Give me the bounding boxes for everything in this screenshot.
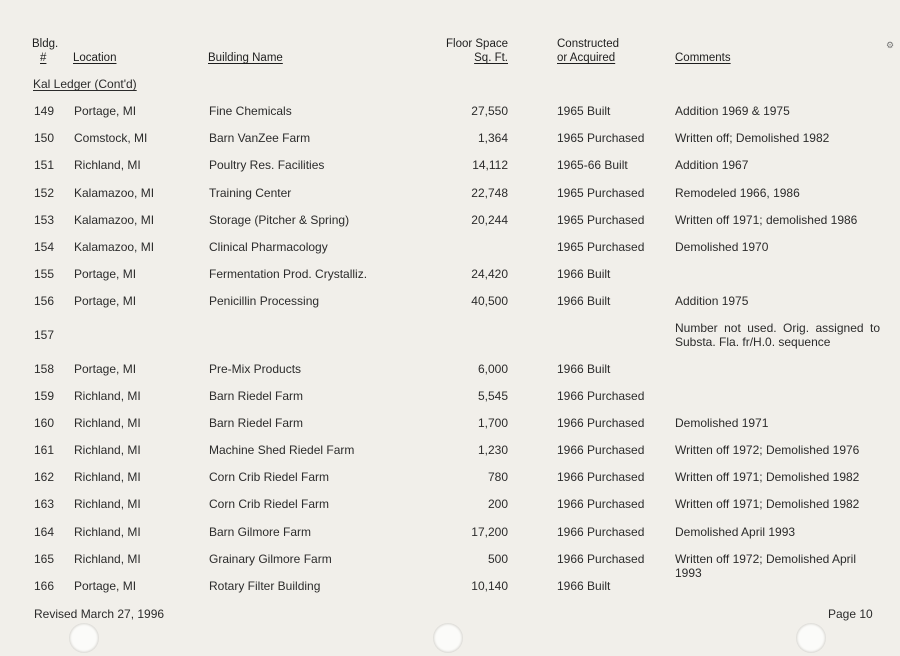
row-building-name: Barn Gilmore Farm [209, 525, 312, 539]
row-building-name: Pre-Mix Products [209, 362, 302, 376]
row-constructed: 1965 Purchased [557, 240, 645, 254]
row-building-name: Barn VanZee Farm [209, 131, 311, 145]
column-header-floor-space [400, 37, 508, 65]
row-comments: Written off 1971; demolished 1986 [675, 213, 858, 227]
row-constructed: 1965 Built [557, 104, 611, 118]
row-constructed: 1966 Built [557, 294, 611, 308]
row-constructed: 1965 Purchased [557, 186, 645, 200]
header-constructed-line2: or Acquired [557, 52, 616, 64]
row-number: 160 [34, 416, 55, 430]
row-floor-space: 6,000 [477, 362, 508, 376]
row-comments: Written off 1971; Demolished 1982 [675, 470, 860, 484]
row-floor-space: 1,230 [477, 443, 508, 457]
row-constructed: 1966 Built [557, 362, 611, 376]
binder-hole [433, 623, 463, 653]
page-number: Page 10 [828, 607, 873, 621]
row-constructed: 1966 Purchased [557, 552, 645, 566]
row-comments: Written off 1972; Demolished 1976 [675, 443, 860, 457]
header-constructed-line1: Constructed [557, 38, 620, 50]
row-floor-space: 24,420 [471, 267, 508, 281]
row-location: Richland, MI [74, 389, 141, 403]
binder-hole [796, 623, 826, 653]
row-floor-space: 20,244 [471, 213, 508, 227]
table-row [0, 104, 900, 131]
row-constructed: 1965-66 Built [557, 158, 628, 172]
table-row [0, 267, 900, 294]
row-location: Richland, MI [74, 158, 141, 172]
row-building-name: Storage (Pitcher & Spring) [209, 213, 350, 227]
table-row [0, 362, 900, 389]
table-row [0, 416, 900, 443]
row-constructed: 1966 Built [557, 579, 611, 593]
row-constructed: 1965 Purchased [557, 131, 645, 145]
row-constructed: 1966 Purchased [557, 497, 645, 511]
row-floor-space: 10,140 [471, 579, 508, 593]
row-location: Portage, MI [74, 579, 137, 593]
row-building-name: Fine Chemicals [209, 104, 292, 118]
row-location: Richland, MI [74, 497, 141, 511]
header-bldg-line1: Bldg. [32, 38, 59, 50]
row-floor-space: 500 [487, 552, 508, 566]
row-number: 159 [34, 389, 55, 403]
row-location: Richland, MI [74, 416, 141, 430]
row-floor-space: 780 [487, 470, 508, 484]
row-number: 154 [34, 240, 55, 254]
row-constructed: 1965 Purchased [557, 213, 645, 227]
table-row [0, 443, 900, 470]
row-constructed: 1966 Purchased [557, 443, 645, 457]
row-location: Portage, MI [74, 362, 137, 376]
row-building-name: Barn Riedel Farm [209, 389, 304, 403]
section-title: Kal Ledger (Cont'd) [33, 77, 137, 91]
row-location: Kalamazoo, MI [74, 240, 155, 254]
row-constructed: 1966 Purchased [557, 416, 645, 430]
binder-hole [69, 623, 99, 653]
row-comments: Demolished 1971 [675, 416, 769, 430]
row-constructed: 1966 Purchased [557, 470, 645, 484]
row-building-name: Penicillin Processing [209, 294, 320, 308]
table-row [0, 294, 900, 321]
row-comments: Demolished 1970 [675, 240, 769, 254]
table-row [0, 321, 900, 348]
row-number: 162 [34, 470, 55, 484]
row-floor-space: 17,200 [471, 525, 508, 539]
row-floor-space: 200 [487, 497, 508, 511]
row-comments: Number not used. Orig. assigned to Substa. Fla. fr/H.0. sequence [675, 321, 880, 349]
row-building-name: Grainary Gilmore Farm [209, 552, 332, 566]
table-row [0, 389, 900, 416]
column-header-constructed [557, 37, 619, 65]
row-building-name: Clinical Pharmacology [209, 240, 328, 254]
column-header-location: Location [73, 52, 117, 64]
table-row [0, 552, 900, 579]
row-comments: Addition 1969 & 1975 [675, 104, 790, 118]
table-row [0, 525, 900, 552]
row-comments: Addition 1967 [675, 158, 749, 172]
row-comments: Written off 1971; Demolished 1982 [675, 497, 860, 511]
row-location: Portage, MI [74, 294, 137, 308]
pin-mark-icon: ⚙ [886, 40, 895, 50]
column-header-building-name: Building Name [208, 52, 283, 64]
row-number: 150 [34, 131, 55, 145]
row-floor-space: 27,550 [471, 104, 508, 118]
row-number: 153 [34, 213, 55, 227]
row-number: 149 [34, 104, 55, 118]
table-row [0, 497, 900, 524]
row-location: Portage, MI [74, 104, 137, 118]
row-floor-space: 14,112 [472, 158, 508, 172]
header-floor-line2: Sq. Ft. [474, 52, 508, 64]
row-constructed: 1966 Purchased [557, 525, 645, 539]
table-row [0, 470, 900, 497]
column-header-bldg [32, 37, 58, 65]
row-number: 164 [34, 525, 55, 539]
row-number: 158 [34, 362, 55, 376]
row-building-name: Machine Shed Riedel Farm [209, 443, 355, 457]
row-number: 156 [34, 294, 55, 308]
row-comments: Addition 1975 [675, 294, 749, 308]
row-floor-space: 22,748 [471, 186, 508, 200]
row-comments: Remodeled 1966, 1986 [675, 186, 800, 200]
header-bldg-line2: # [40, 52, 47, 64]
row-building-name: Corn Crib Riedel Farm [209, 470, 330, 484]
table-row [0, 186, 900, 213]
table-row [0, 131, 900, 158]
header-floor-line1: Floor Space [445, 38, 508, 50]
row-location: Kalamazoo, MI [74, 186, 155, 200]
row-comments: Demolished April 1993 [675, 525, 796, 539]
table-row [0, 158, 900, 185]
row-building-name: Fermentation Prod. Crystalliz. [209, 267, 368, 281]
row-floor-space: 5,545 [477, 389, 508, 403]
row-number: 151 [34, 158, 55, 172]
revised-date: Revised March 27, 1996 [34, 607, 165, 621]
row-location: Richland, MI [74, 470, 141, 484]
row-constructed: 1966 Purchased [557, 389, 645, 403]
row-number: 161 [34, 443, 55, 457]
table-row [0, 213, 900, 240]
row-constructed: 1966 Built [557, 267, 611, 281]
row-number: 163 [34, 497, 55, 511]
row-location: Richland, MI [74, 525, 141, 539]
row-number: 166 [34, 579, 55, 593]
row-location: Portage, MI [74, 267, 137, 281]
table-row [0, 240, 900, 267]
row-location: Comstock, MI [74, 131, 148, 145]
row-building-name: Rotary Filter Building [209, 579, 321, 593]
row-floor-space: 40,500 [471, 294, 508, 308]
column-header-comments: Comments [675, 52, 731, 64]
row-number: 165 [34, 552, 55, 566]
row-number: 152 [34, 186, 55, 200]
row-number: 155 [34, 267, 55, 281]
row-building-name: Training Center [209, 186, 292, 200]
row-location: Kalamazoo, MI [74, 213, 155, 227]
row-floor-space: 1,700 [477, 416, 508, 430]
row-location: Richland, MI [74, 443, 141, 457]
row-building-name: Corn Crib Riedel Farm [209, 497, 330, 511]
row-comments: Written off 1972; Demolished April 1993 [675, 552, 856, 580]
row-building-name: Barn Riedel Farm [209, 416, 304, 430]
row-building-name: Poultry Res. Facilities [209, 158, 325, 172]
row-comments: Written off; Demolished 1982 [675, 131, 830, 145]
row-location: Richland, MI [74, 552, 141, 566]
row-number: 157 [34, 328, 55, 342]
row-floor-space: 1,364 [477, 131, 508, 145]
table-row [0, 579, 900, 606]
